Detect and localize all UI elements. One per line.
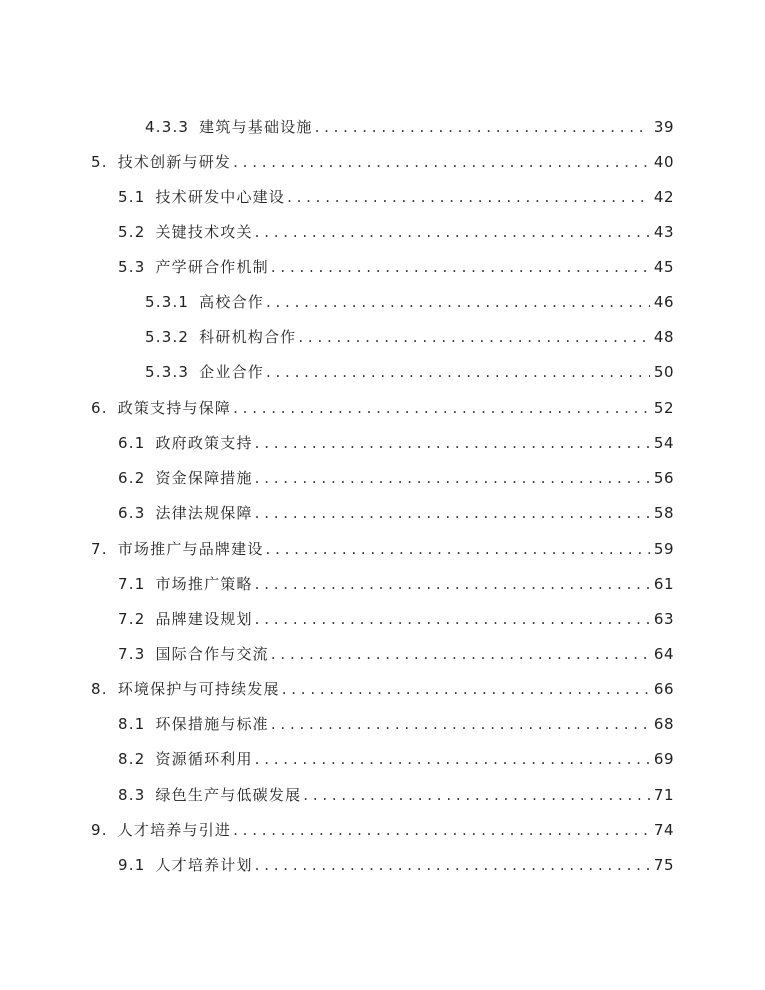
- toc-entry-number: 6.: [91, 399, 108, 417]
- toc-entry-title: 政策支持与保障: [117, 399, 232, 417]
- toc-entry-page: 63: [653, 610, 674, 628]
- toc-entry-number: 7.3: [118, 645, 146, 663]
- toc-entry-number: 5.3.1: [145, 293, 190, 311]
- toc-leader-dots: [298, 327, 650, 347]
- toc-entry-7-1[interactable]: [118, 570, 674, 594]
- toc-entry-9[interactable]: [91, 816, 674, 840]
- toc-entry-page: 68: [653, 715, 674, 733]
- toc-entry-title: 建筑与基础设施: [199, 118, 313, 136]
- toc-entry-5[interactable]: [91, 148, 674, 172]
- toc-leader-dots: [255, 222, 650, 242]
- toc-entry-number: 6.3: [118, 504, 146, 522]
- toc-entry-number: 7.2: [118, 610, 146, 628]
- toc-entry-5-3[interactable]: [118, 253, 674, 277]
- toc-entry-page: 48: [653, 328, 674, 346]
- toc-entry-8-3[interactable]: [118, 781, 674, 805]
- toc-entry-7-3[interactable]: [118, 640, 674, 664]
- toc-entry-title: 国际合作与交流: [155, 645, 269, 663]
- toc-entry-number: 9.: [91, 821, 108, 839]
- toc-leader-dots: [255, 433, 650, 453]
- toc-entry-title: 政府政策支持: [155, 434, 253, 452]
- toc-entry-page: 54: [653, 434, 674, 452]
- toc-entry-number: 5.2: [118, 223, 146, 241]
- toc-entry-7[interactable]: [91, 535, 674, 559]
- toc-entry-page: 59: [653, 540, 674, 558]
- toc-leader-dots: [233, 820, 650, 840]
- toc-entry-number: 6.2: [118, 469, 146, 487]
- toc-entry-5-2[interactable]: [118, 218, 674, 242]
- toc-leader-dots: [255, 574, 650, 594]
- toc-leader-dots: [271, 644, 650, 664]
- toc-entry-title: 产学研合作机制: [155, 258, 269, 276]
- toc-entry-title: 企业合作: [199, 363, 264, 381]
- toc-leader-dots: [255, 749, 650, 769]
- toc-leader-dots: [266, 292, 650, 312]
- toc-entry-8-2[interactable]: [118, 745, 674, 769]
- toc-entry-title: 技术研发中心建设: [155, 188, 286, 206]
- toc-entry-number: 5.3: [118, 258, 146, 276]
- toc-entry-7-2[interactable]: [118, 605, 674, 629]
- toc-entry-page: 43: [653, 223, 674, 241]
- toc-leader-dots: [233, 152, 650, 172]
- toc-entry-page: 64: [653, 645, 674, 663]
- toc-entry-5-3-1[interactable]: [145, 288, 674, 312]
- toc-entry-6-2[interactable]: [118, 464, 674, 488]
- toc-entry-number: 5.: [91, 153, 108, 171]
- toc-entry-page: 69: [653, 750, 674, 768]
- toc-entry-page: 46: [653, 293, 674, 311]
- toc-entry-number: 8.3: [118, 786, 146, 804]
- toc-entry-title: 绿色生产与低碳发展: [155, 786, 302, 804]
- toc-entry-number: 7.1: [118, 575, 146, 593]
- toc-entry-page: 71: [653, 786, 674, 804]
- toc-entry-page: 52: [653, 399, 674, 417]
- toc-entry-title: 高校合作: [199, 293, 264, 311]
- toc-entry-5-3-3[interactable]: [145, 358, 674, 382]
- toc-leader-dots: [255, 855, 650, 875]
- toc-entry-title: 市场推广策略: [155, 575, 253, 593]
- toc-entry-number: 6.1: [118, 434, 146, 452]
- toc-entry-number: 9.1: [118, 856, 146, 874]
- toc-entry-title: 环境保护与可持续发展: [117, 680, 280, 698]
- toc-leader-dots: [287, 187, 650, 207]
- toc-entry-number: 5.3.2: [145, 328, 190, 346]
- toc-entry-title: 品牌建设规划: [155, 610, 253, 628]
- toc-entry-6-3[interactable]: [118, 499, 674, 523]
- toc-entry-title: 科研机构合作: [199, 328, 297, 346]
- toc-leader-dots: [255, 468, 650, 488]
- toc-entry-number: 4.3.3: [145, 118, 190, 136]
- toc-entry-page: 42: [653, 188, 674, 206]
- toc-entry-page: 66: [653, 680, 674, 698]
- toc-entry-number: 5.3.3: [145, 363, 190, 381]
- toc-entry-title: 环保措施与标准: [155, 715, 269, 733]
- toc-entry-page: 61: [653, 575, 674, 593]
- toc-leader-dots: [303, 785, 650, 805]
- toc-entry-6-1[interactable]: [118, 429, 674, 453]
- toc-entry-title: 人才培养计划: [155, 856, 253, 874]
- toc-entry-title: 资源循环利用: [155, 750, 253, 768]
- toc-leader-dots: [282, 679, 650, 699]
- toc-entry-9-1[interactable]: [118, 851, 674, 875]
- toc-entry-number: 8.2: [118, 750, 146, 768]
- toc-entry-page: 74: [653, 821, 674, 839]
- toc-leader-dots: [271, 714, 650, 734]
- toc-entry-title: 资金保障措施: [155, 469, 253, 487]
- toc-entry-page: 56: [653, 469, 674, 487]
- toc-entry-4-3-3[interactable]: [145, 113, 674, 137]
- toc-entry-6[interactable]: [91, 394, 674, 418]
- toc-leader-dots: [255, 609, 650, 629]
- toc-leader-dots: [271, 257, 650, 277]
- toc-leader-dots: [315, 117, 650, 137]
- toc-entry-title: 关键技术攻关: [155, 223, 253, 241]
- toc-entry-5-3-2[interactable]: [145, 323, 674, 347]
- toc-entry-title: 技术创新与研发: [117, 153, 232, 171]
- toc-entry-page: 39: [653, 118, 674, 136]
- toc-entry-page: 75: [653, 856, 674, 874]
- toc-leader-dots: [233, 398, 650, 418]
- toc-entry-title: 人才培养与引进: [117, 821, 232, 839]
- toc-leader-dots: [255, 503, 650, 523]
- toc-entry-8[interactable]: [91, 675, 674, 699]
- toc-entry-page: 50: [653, 363, 674, 381]
- toc-entry-title: 法律法规保障: [155, 504, 253, 522]
- toc-entry-number: 7.: [91, 540, 108, 558]
- toc-leader-dots: [266, 539, 650, 559]
- toc-entry-page: 58: [653, 504, 674, 522]
- toc-entry-8-1[interactable]: [118, 710, 674, 734]
- toc-entry-number: 8.: [91, 680, 108, 698]
- toc-leader-dots: [266, 362, 650, 382]
- toc-entry-page: 45: [653, 258, 674, 276]
- toc-entry-page: 40: [653, 153, 674, 171]
- toc-entry-number: 5.1: [118, 188, 146, 206]
- toc-entry-number: 8.1: [118, 715, 146, 733]
- toc-entry-title: 市场推广与品牌建设: [117, 540, 264, 558]
- toc-entry-5-1[interactable]: [118, 183, 674, 207]
